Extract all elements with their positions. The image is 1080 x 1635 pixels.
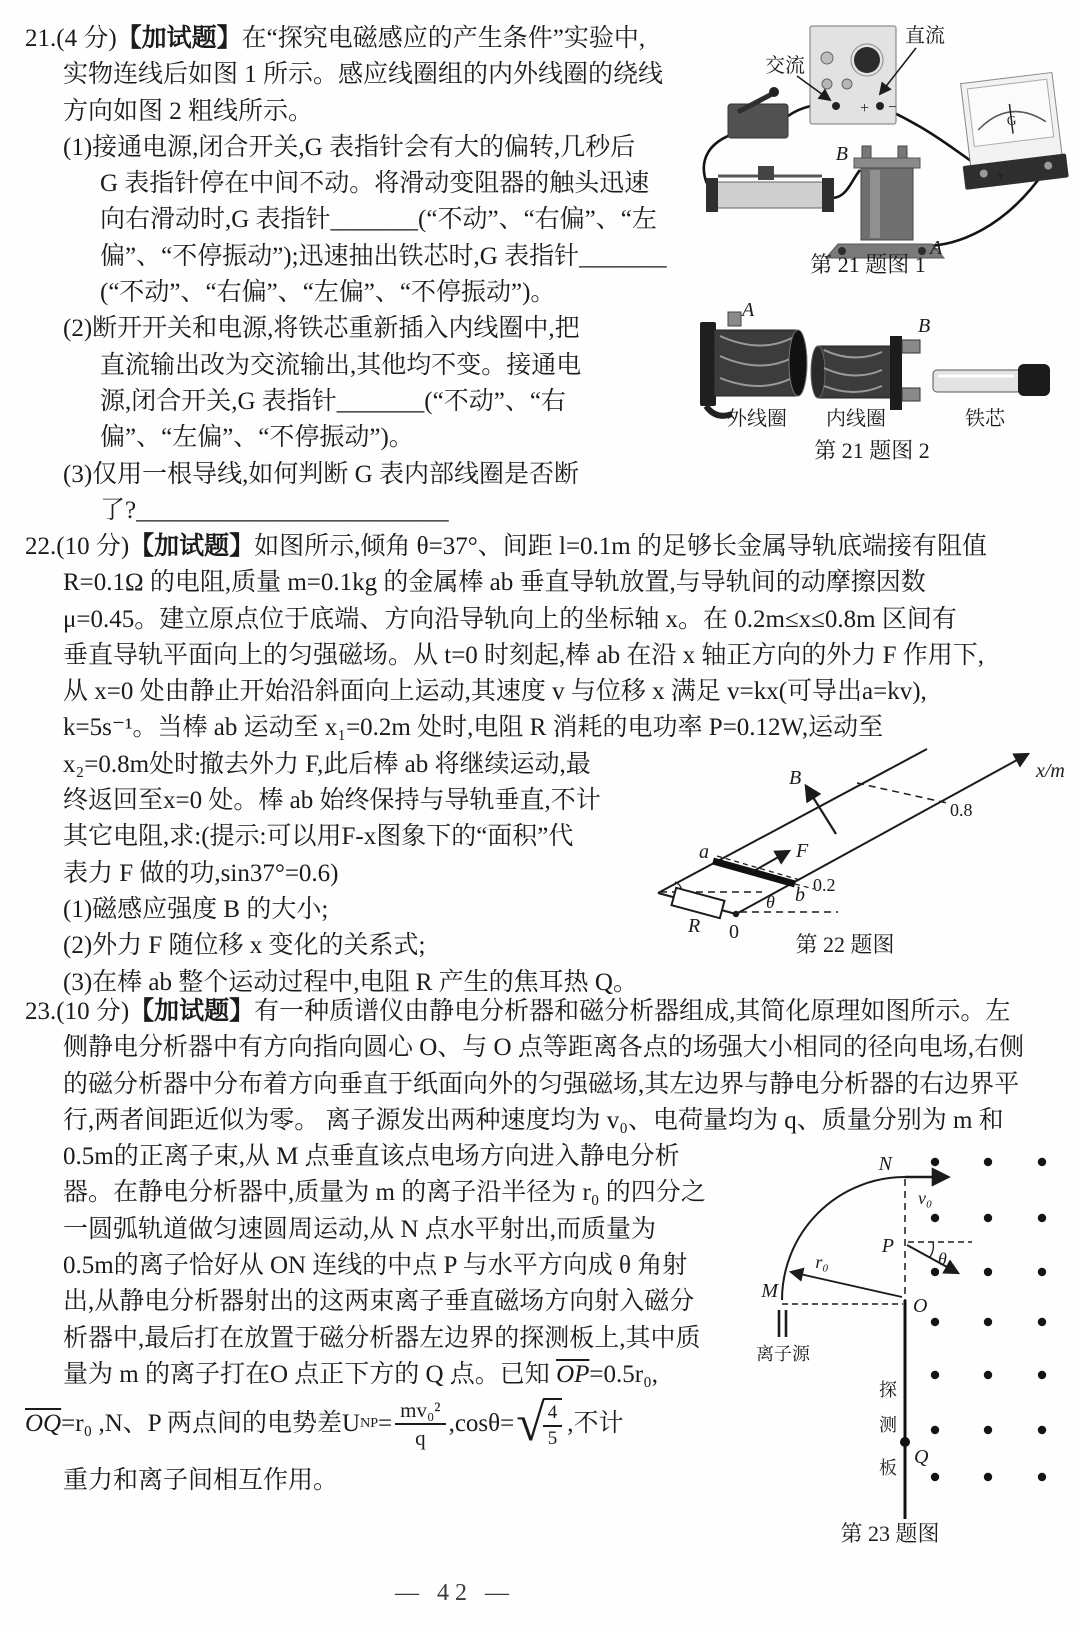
inner-coil: [811, 336, 920, 410]
formula-text: ,不计: [567, 1410, 624, 1438]
figure-23: [730, 1095, 1080, 1550]
theta-label: θ: [766, 892, 775, 912]
q23-badge: 【加试题】: [129, 998, 255, 1025]
b-field-arrow: [806, 786, 836, 834]
galvanometer: [953, 72, 1069, 190]
q23-line: 的磁分析器中分布着方向垂直于纸面向外的匀强磁场,其左边界与静电分析器的右边界平: [63, 1070, 1020, 1098]
q21-badge: 【加试题】: [116, 25, 242, 52]
minus-terminal-label: −: [888, 99, 898, 116]
detector-label-char: 板: [879, 1458, 897, 1478]
sqrt-denominator: 5: [547, 1428, 558, 1450]
q23-line: 侧静电分析器中有方向指向圆心 O、与 O 点等距离各点的场强大小相同的径向电场,右侧: [63, 1034, 1025, 1062]
force-label: F: [796, 840, 809, 862]
q23-number: 23.(10 分): [25, 998, 130, 1025]
ion-source-label: 离子源: [756, 1344, 810, 1364]
point-o-label: O: [913, 1295, 928, 1317]
q22-line: μ=0.45。建立原点位于底端、方向沿导轨向上的坐标轴 x。在 0.2m≤x≤0.8m 区间有: [63, 605, 957, 633]
q22-line: 从 x=0 处由静止开始沿斜面向上运动,其速度 v 与位移 x 满足 v=kx(可导出a=kv),: [63, 678, 927, 706]
x-axis-label: x/m: [1036, 760, 1065, 782]
resistor-label: R: [688, 915, 701, 937]
detector-label-char: 测: [879, 1415, 897, 1435]
plus-terminal-label: +: [860, 100, 870, 117]
sqrt-fraction: [543, 1398, 563, 1450]
formula-equals: =: [378, 1410, 393, 1438]
q21-line: 向右滑动时,G 表指针_______(“不动”、“右偏”、“左: [100, 206, 657, 234]
dc-label: 直流: [905, 25, 945, 47]
ion-source-slit: [779, 1310, 786, 1337]
b-field-dots: [931, 1158, 1046, 1481]
q21-line: 实物连线后如图 1 所示。感应线圈组的内外线圈的绕线: [63, 61, 664, 89]
meter-g-label: G: [1005, 112, 1018, 129]
oq-overline: $\overline{OQ}$: [25, 1410, 62, 1438]
outer-coil: [700, 312, 807, 416]
theta-label: θ: [938, 1249, 947, 1269]
q23-line: 一圆弧轨道做匀速圆周运动,从 N 点水平射出,而质量为: [63, 1215, 657, 1243]
q21-line: (2)断开开关和电源,将铁芯重新插入内线圈中,把: [63, 315, 580, 343]
rod-a-label: a: [699, 841, 709, 863]
switch: [728, 87, 788, 138]
q21-line: 偏”、“左偏”、“不停振动”)。: [100, 424, 414, 452]
fraction-denominator: q: [415, 1426, 426, 1451]
figure-21-2: [695, 295, 1070, 470]
r0-arrow: [791, 1272, 902, 1297]
inner-coil-b-label: B: [918, 315, 931, 337]
point-m-label: M: [761, 1280, 778, 1302]
q23-text: 量为 m 的离子打在O 点正下方的 Q 点。已知: [63, 1360, 557, 1388]
q21-line: G 表指针停在中间不动。将滑动变阻器的触头迅速: [100, 170, 650, 198]
unp-subscript: NP: [360, 1416, 378, 1432]
q21-line: 源,闭合开关,G 表指针_______(“不动”、“右: [100, 387, 566, 415]
formula-text: =r₀ ,N、P 两点间的电势差U: [61, 1410, 361, 1438]
q22-text: 如图所示,倾角 θ=37°、间距 l=0.1m 的足够长金属导轨底端接有阻值: [254, 533, 987, 560]
q22-badge: 【加试题】: [129, 533, 255, 560]
q21-text: 在“探究电磁感应的产生条件”实验中,: [241, 25, 646, 52]
terminal-b-label: B: [835, 143, 848, 165]
meter-plus-label: +: [995, 168, 1006, 186]
q23-line: 行,两者间距近似为零。 离子源发出两种速度均为 v₀、电荷量均为 q、质量分别为 m 和: [63, 1106, 1004, 1134]
fraction-numerator: mv₀²: [395, 1398, 445, 1425]
q22-line: x₂=0.8m处时撤去外力 F,此后棒 ab 将继续运动,最: [63, 750, 591, 778]
q23-text: =0.5r₀,: [589, 1360, 659, 1388]
x1-label: 0.2: [813, 875, 836, 895]
figure-caption: 第 21 题图 2: [814, 438, 930, 463]
outer-coil-a-label: A: [742, 299, 755, 321]
inner-coil-label: 内线圈: [826, 408, 886, 430]
q22-line: 垂直导轨平面向上的匀强磁场。从 t=0 时刻起,棒 ab 在沿 x 轴正方向的外力 F 作用下,: [63, 641, 985, 669]
fraction: [395, 1398, 445, 1450]
x2-label: 0.8: [950, 800, 973, 820]
iron-core: [933, 364, 1050, 396]
radical-sign: √: [516, 1395, 545, 1453]
power-supply: [810, 26, 897, 124]
q21-line: 直流输出改为交流输出,其他均不变。接通电: [100, 351, 582, 379]
question-21: [25, 21, 667, 529]
q22-line: (2)外力 F 随位移 x 变化的关系式;: [63, 932, 426, 960]
incline-rails: [658, 749, 1028, 914]
figure-caption: 第 21 题图 1: [810, 252, 926, 277]
rod-b-label: b: [795, 884, 805, 906]
q22-line: [25, 529, 987, 565]
q23-text: 有一种质谱仪由静电分析器和磁分析器组成,其简化原理如图所示。左: [254, 998, 1011, 1025]
v0-label: v₀: [918, 1188, 933, 1208]
page-number: — 42 —: [395, 1580, 515, 1606]
detector-label-char: 探: [879, 1380, 897, 1400]
q21-line: 方向如图 2 粗线所示。: [63, 97, 314, 125]
q22-line: R=0.1Ω 的电阻,质量 m=0.1kg 的金属棒 ab 垂直导轨放置,与导轨间的动摩擦因数: [63, 569, 926, 597]
q22-line: (3)在棒 ab 整个运动过程中,电阻 R 产生的焦耳热 Q。: [63, 968, 638, 996]
q22-line: 其它电阻,求:(提示:可以用F-x图象下的“面积”代: [63, 823, 574, 851]
q22-number: 22.(10 分): [25, 533, 130, 560]
q21-line: [25, 21, 667, 57]
q23-line: [25, 994, 1024, 1030]
b-field-label: B: [789, 767, 802, 789]
q22-line: 表力 F 做的功,sin37°=0.6): [63, 859, 339, 887]
op-overline: $\overline{OP}$: [556, 1360, 590, 1388]
r0-label: r₀: [815, 1252, 829, 1272]
q23-line: 重力和离子间相互作用。: [63, 1467, 339, 1495]
formula-text: ,cosθ=: [448, 1410, 515, 1438]
q23-line: 器。在静电分析器中,质量为 m 的离子沿半径为 r₀ 的四分之: [63, 1179, 706, 1207]
q23-line: 0.5m的正离子束,从 M 点垂直该点电场方向进入静电分析: [63, 1143, 680, 1171]
q21-line: (3)仅用一根导线,如何判断 G 表内部线圈是否断: [63, 460, 579, 488]
rod-ab: [713, 861, 795, 884]
figure-22: [640, 735, 1072, 965]
figure-caption: 第 22 题图: [795, 932, 895, 957]
point-n-label: N: [878, 1153, 892, 1175]
ac-label: 交流: [765, 55, 805, 77]
q21-line: (1)接通电源,闭合开关,G 表指针会有大的偏转,几秒后: [63, 133, 636, 161]
q21-line: 偏”、“不停振动”);迅速抽出铁芯时,G 表指针_______: [100, 242, 667, 270]
q22-line: 终返回至x=0 处。棒 ab 始终保持与导轨垂直,不计: [63, 787, 601, 815]
point-p-label: P: [881, 1235, 894, 1257]
point-q-dot: [900, 1437, 910, 1447]
rheostat: [706, 166, 834, 212]
figure-caption: 第 23 题图: [840, 1521, 940, 1546]
point-q-label: Q: [914, 1446, 929, 1468]
q21-number: 21.(4 分): [25, 25, 117, 52]
outer-coil-label: 外线圈: [727, 408, 787, 430]
q22-line: (1)磁感应强度 B 的大小;: [63, 895, 329, 923]
figure-21-1: [695, 10, 1070, 290]
sqrt-numerator: 4: [543, 1402, 563, 1427]
iron-core-label: 铁芯: [965, 408, 1005, 430]
q22-line: k=5s⁻¹。当棒 ab 运动至 x₁=0.2m 处时,电阻 R 消耗的电功率 P=0.12W,运动至: [63, 714, 884, 742]
square-root: [516, 1395, 565, 1453]
q23-line: 0.5m的离子恰好从 ON 连线的中点 P 与水平方向成 θ 角射: [63, 1252, 688, 1280]
origin-label: 0: [729, 921, 739, 943]
q23-line: 出,从静电分析器射出的这两束离子垂直磁场方向射入磁分: [63, 1288, 695, 1316]
q23-line: 析器中,最后打在放置于磁分析器左边界的探测板上,其中质: [63, 1324, 701, 1352]
q21-line: 了?_________________________: [100, 496, 449, 524]
force-arrow: [752, 851, 789, 872]
terminal-a-label: A: [930, 237, 943, 259]
q21-line: (“不动”、“右偏”、“左偏”、“不停振动”)。: [100, 279, 556, 307]
